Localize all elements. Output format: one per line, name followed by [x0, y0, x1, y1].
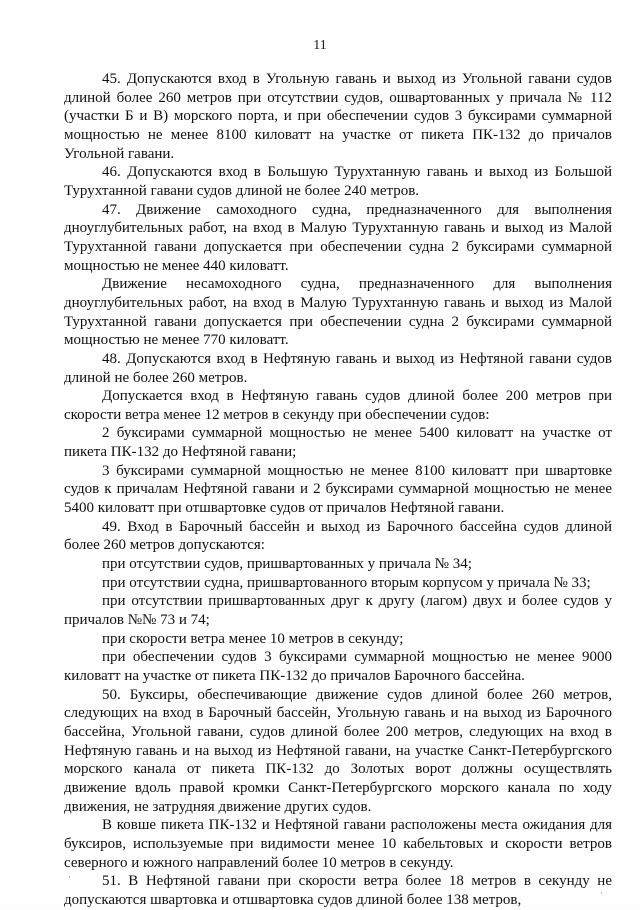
paragraph-48-entry-condition: Допускается вход в Нефтяную гавань судов длиной более 200 метров при скорости ветра менее 12 метров в секунду при обеспечении судов: — [64, 388, 612, 423]
paragraph-50: 50. Буксиры, обеспечивающие движение судов длиной более 260 метров, следующих на вход в Барочный бассейн, Угольную гавань и на выход из Барочного бассейна, Угольной гавани, судов длиной более 200 метров, следующих на вход в Нефтяную гавань и на выход из Нефтяной гавани, на участке Санкт-Петербургского морского канала от пикета ПК-132 до Золотых ворот должны осуществлять движение вдоль правой кромки Санкт-Петербургского морского канала по ходу движения, не затрудняя движение других судов. — [64, 686, 612, 815]
paragraph-48-item-1: 2 буксирами суммарной мощностью не менее 5400 киловатт на участке от пикета ПК-132 до Нефтяной гавани; — [64, 425, 612, 461]
paragraph-49-item-5: при обеспечении судов 3 буксирами суммарной мощностью не менее 9000 киловатт на участке от пикета ПК-132 до причалов Барочного бассейна. — [64, 649, 612, 684]
scan-speck: · — [600, 888, 603, 898]
paragraph-48: 48. Допускаются вход в Нефтяную гавань и выход из Нефтяной гавани судов длиной не более 260 метров. — [64, 350, 612, 386]
paragraph-46: 46. Допускаются вход в Большую Турухтанную гавань и выход из Большой Турухтанной гавани судов длиной не более 240 метров. — [64, 164, 612, 199]
paragraph-49-item-4: при скорости ветра менее 10 метров в секунду; — [102, 630, 404, 647]
paragraph-49: 49. Вход в Барочный бассейн и выход из Барочного бассейна судов длиной более 260 метров допускаются: — [64, 518, 612, 554]
paragraph-49-item-2: при отсутствии судна, пришвартованного вторым корпусом у причала № 33; — [102, 574, 591, 591]
paragraph-47-non-self-propelled: Движение несамоходного судна, предназначенного для выполнения дноуглубительных работ, на вход в Малую Турухтанную гавань и выход из Малой Турухтанной гавани допускается при обеспечении судна 2 буксирами суммарной мощностью не менее 770 киловатт. — [64, 276, 612, 349]
paragraph-49-item-3: при отсутствии пришвартованных друг к другу (лагом) двух и более судов у причалов №№ 73 и 74; — [64, 593, 612, 629]
paragraph-49-item-1: при отсутствии судов, пришвартованных у причала № 34; — [102, 556, 472, 573]
paragraph-50-waiting-places: В ковше пикета ПК-132 и Нефтяной гавани расположены места ожидания для буксиров, используемые при видимости менее 10 кабельтовых и скорости ветров северного и южного направлений более 10 метров в секунду. — [64, 817, 612, 871]
paragraph-45: 45. Допускаются вход в Угольную гавань и выход из Угольной гавани судов длиной более 260 метров при отсутствии судов, ошвартованных у причала № 112 (участки Б и В) морского порта, и при обеспечении судов 3 буксирами суммарной мощностью не менее 8100 киловатт на участке от пикета ПК-132 до причалов Угольной гавани. — [64, 71, 612, 162]
scan-speck: · — [68, 872, 71, 882]
paragraph-51: 51. В Нефтяной гавани при скорости ветра более 18 метров в секунду не допускаются швартовка и отшвартовка судов длиной более 138 метров, — [64, 873, 612, 908]
page-number: 11 — [313, 38, 327, 53]
paragraph-47: 47. Движение самоходного судна, предназначенного для выполнения дноуглубительных работ, на вход в Малую Турухтанную гавань и выход из Малой Турухтанной гавани допускается при обеспечении судна 2 буксирами суммарной мощностью не менее 440 киловатт. — [64, 201, 612, 274]
document-body — [64, 70, 612, 910]
paragraph-48-item-2: 3 буксирами суммарной мощностью не менее 8100 киловатт при швартовке судов к причалам Нефтяной гавани и 2 буксирами суммарной мощностью не менее 5400 киловатт при отшвартовке судов от причалов Нефтяной гавани. — [64, 462, 612, 517]
